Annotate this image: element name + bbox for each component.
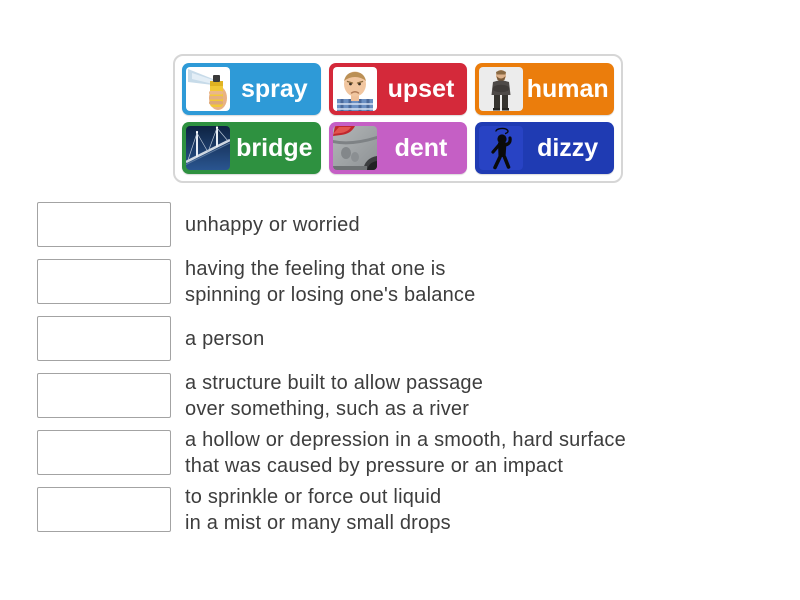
answer-drop-slot[interactable]	[37, 259, 171, 304]
suspension-bridge-image	[186, 126, 230, 170]
word-tile-label: spray	[240, 74, 308, 103]
answer-drop-slot[interactable]	[37, 487, 171, 532]
match-list	[37, 196, 777, 538]
word-tile-dent[interactable]	[329, 122, 468, 174]
definition-text: a hollow or depression in a smooth, hard surface that was caused by pressure or an impact	[185, 428, 626, 477]
man-arms-crossed-image	[479, 67, 523, 111]
answer-drop-slot[interactable]	[37, 430, 171, 475]
upset-boy-image	[333, 67, 377, 111]
answer-drop-slot[interactable]	[37, 316, 171, 361]
spray-can-image	[186, 67, 230, 111]
match-row	[37, 196, 777, 253]
definition-text: a person	[185, 327, 265, 350]
word-tile-label: upset	[387, 74, 455, 103]
match-row	[37, 367, 777, 424]
answer-drop-slot[interactable]	[37, 373, 171, 418]
word-tile-label: dizzy	[537, 133, 599, 162]
word-tile-label: human	[526, 74, 609, 103]
definition-text: to sprinkle or force out liquid in a mist or many small drops	[185, 485, 451, 534]
definition-text: a structure built to allow passage over something, such as a river	[185, 371, 484, 420]
word-tile-bridge[interactable]	[182, 122, 321, 174]
match-row	[37, 424, 777, 481]
match-row	[37, 481, 777, 538]
word-tile-label: dent	[394, 133, 448, 162]
word-tile-human[interactable]	[475, 63, 614, 115]
word-tile-spray[interactable]	[182, 63, 321, 115]
definition-text: having the feeling that one is spinning or losing one's balance	[185, 257, 476, 306]
definition-text: unhappy or worried	[185, 213, 360, 236]
match-row	[37, 253, 777, 310]
word-tile-dizzy[interactable]	[475, 122, 614, 174]
answer-drop-slot[interactable]	[37, 202, 171, 247]
dizzy-person-image	[479, 126, 523, 170]
word-tile-label: bridge	[236, 133, 313, 162]
word-tile-upset[interactable]	[329, 63, 468, 115]
match-row	[37, 310, 777, 367]
dented-car-image	[333, 126, 377, 170]
word-bank	[173, 54, 623, 183]
